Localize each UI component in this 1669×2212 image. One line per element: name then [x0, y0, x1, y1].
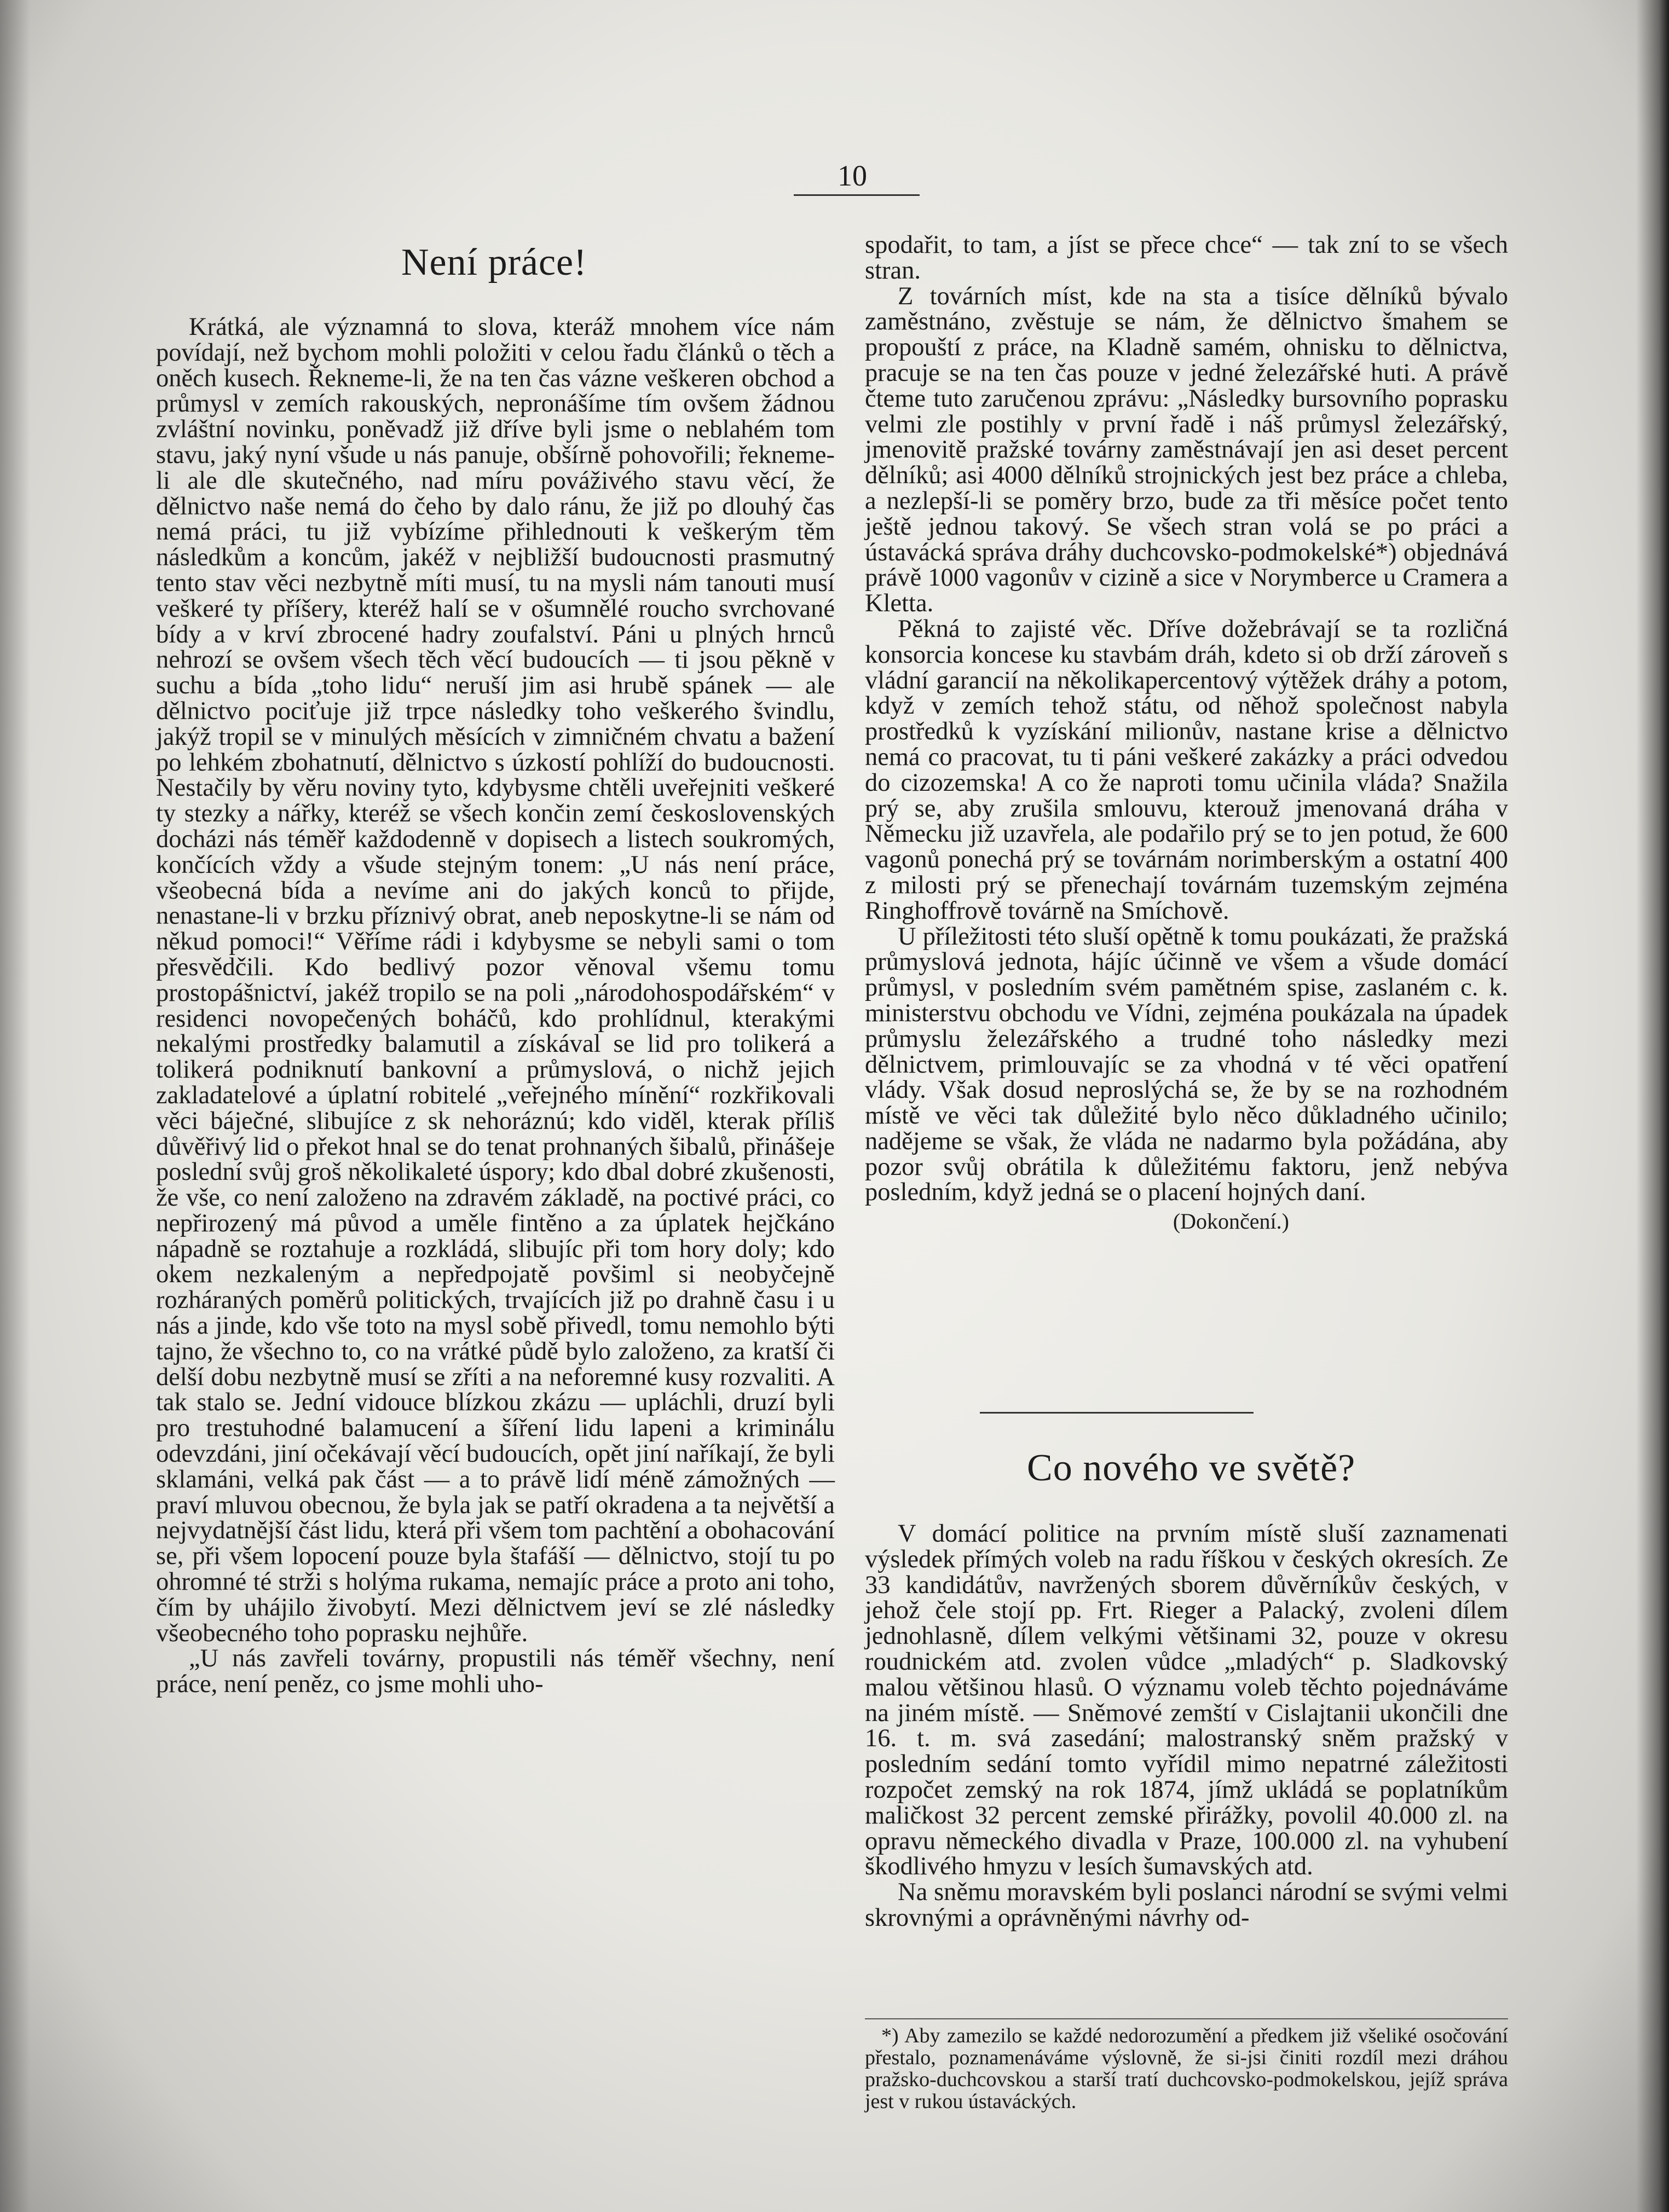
scan-shadow-left: [0, 0, 30, 2212]
section-divider: [980, 1412, 1254, 1414]
continuation-note: (Dokončení.): [1173, 1209, 1289, 1234]
footnote-rule: [865, 2018, 1508, 2019]
article-heading-right: Co nového ve světě?: [1027, 1447, 1356, 1489]
news-paragraph: Na sněmu moravském byli poslanci národní se svými velmi skrovnými a oprávněnými návrhy od-: [865, 1878, 1508, 1932]
left-paragraph: „U nás zavřeli továrny, propustili nás téměř všechny, není práce, není peněz, co jsme mohli uho-: [156, 1644, 835, 1699]
page-number: 10: [838, 159, 867, 192]
article-heading-left: Není práce!: [401, 241, 587, 283]
right-column: [865, 233, 1508, 1235]
right-paragraph: U příležitosti této sluší opětně k tomu poukázati, že pražská průmyslová jednota, hájíc účinně ve všem a všude domácí průmysl, v posledním svém pamětném spise, zaslaném c. k. ministerstvu obchodu ve Vídni, zejména poukázala na úpadek průmyslu železářského a trudné toho následky mezi dělnictvem, primlouvajíc se za vhodná v té věci opatření vlády. Však dosud neproslýchá se, že by se na rozhodném místě ve věci tak důležité bylo něco důkladného učinilo; nadějeme se však, že vláda ne nadarmo byla požádána, aby pozor svůj obrátila k důležitému faktoru, jenž nebýva posledním, když jedná se o placení hojných daní.: [865, 922, 1508, 1207]
right-paragraph: Z továrních míst, kde na sta a tisíce dělníků bývalo zaměstnáno, zvěstuje se nám, že dělnictvo šmahem se propouští z práce, na Kladně samém, ohnisku to dělnictva, pracuje se na ten čas pouze v jedné železářské huti. A právě čteme tuto zaručenou zprávu: „Následky bursovního poprasku velmi zle postihly v první řadě i náš průmysl železářský, jmenovitě pražské továrny zaměstnávají jen asi deset percent dělníků; asi 4000 dělníků strojnických jest bez práce a chleba, a nezlepší-li se poměry brzo, bude za tři měsíce počet tento ještě jednou takový. Se všech stran volá se po práci a ústavácká správa dráhy duchcovsko-podmokelské*) objednává právě 1000 vagonův v cizině a sice v Norymberce u Cramera a Kletta.: [865, 282, 1508, 618]
news-paragraph: V domácí politice na prvním místě sluší zaznamenati výsledek přímých voleb na radu říškou v českých okresích. Ze 33 kandidátův, navržených sborem důvěrníkův českých, v jehož čele stojí pp. Frt. Rieger a Palacký, zvoleni dílem jednohlasně, dílem velkými většinami 32, pouze v okresu roudnickém atd. zvolen vůdce „mladých“ p. Sladkovský malou většinou hlasů. O významu voleb těchto pojednáváme na jiném místě. — Sněmové zemští v Cislajtanii ukončili dne 16. t. m. svá zasedání; malostranský sněm pražský v posledním sedání tomto vyřídil mimo nepatrné záležitosti rozpočet zemský na rok 1874, jímž ukládá se poplatníkům maličkost 32 percent zemské přirážky, povolil 40.000 zl. na opravu německého divadla v Praze, 100.000 zl. na vyhubení škodlivého hmyzu v lesích šumavských atd.: [865, 1520, 1508, 1881]
right-column-news: [865, 1521, 1508, 1931]
left-column: [156, 315, 835, 1698]
right-paragraph: Pěkná to zajisté věc. Dříve dožebrávají se ta rozličná konsorcia koncese ku stavbám dráh, kdeto si ob drží zároveň s vládní garancií na několikapercentový výtěžek dráhy a potom, když v zemích tehož státu, od něhož společnost nabyla prostředků k vyzískání milionův, nastane krise a dělnictvo nemá co pracovat, tu ti páni veškeré zakázky a práci odvedou do cizozemska! A co že naproti tomu učinila vláda? Snažila prý se, aby zrušila smlouvu, kterouž jmenovaná dráha v Německu již uzavřela, ale podařilo prý se to jen potud, že 600 vagonů ponechá prý se továrnám norimberským a ostatní 400 z milosti prý se přenechají továrnám tuzemským zejména Ringhoffrově továrně na Smíchově.: [865, 615, 1508, 925]
right-paragraph: spodařit, to tam, a jíst se přece chce“ — tak zní to se všech stran.: [865, 231, 1508, 285]
footnote-text: *) Aby zamezilo se každé nedorozumění a předkem již všeliké osočování přestalo, poznamenáváme výslovně, že si-jsi činiti rozdíl mezi dráhou pražsko-duchcovskou a starší tratí duchcovsko-podmokelskou, jejíž správa jest v rukou ústaváckých.: [865, 2024, 1508, 2113]
scan-shadow-right: [1636, 0, 1669, 2212]
footnote: [865, 2025, 1508, 2112]
page-number-rule: [794, 194, 920, 196]
left-paragraph: Krátká, ale významná to slova, kteráž mnohem více nám povídají, než bychom mohli položiti v celou řadu článků o těch a oněch kusech. Řekneme-li, že na ten čas vázne veškeren obchod a průmysl v zemích rakouských, nepronášíme tím ovšem žádnou zvláštní novinku, poněvadž již dříve byli jsme o neblahém tom stavu, jaký nyní všude u nás panuje, obšírně pohovořili; řekneme-li ale dle skutečného, nad míru pováživého stavu věcí, že dělnictvo naše nemá do čeho by dalo ránu, že již po dlouhý čas nemá práci, tu již vybízíme přihlednouti k veškerým těm následkům a koncům, jakéž v nejbližší budoucnosti prasmutný tento stav věci nezbytně míti musí, tu na mysli nám tanouti musí veškeré ty příšery, kteréž halí se v ošumnělé roucho svrchované bídy a v krví zbrocené hadry zoufalství. Páni u plných hrnců nehrozí se ovšem všech těch věcí budoucích — ti jsou pěkně v suchu a bída „toho lidu“ neruší jim asi hrubě spánek — ale dělnictvo pociťuje již trpce následky toho veškerého švindlu, jakýž tropil se v minulých měsících v zimničném chvatu a bažení po lehkém zbohatnutí, dělnictvo s úzkostí pohlíží do budoucnosti. Nestačily by věru noviny tyto, kdybysme chtěli uveřejniti veškeré ty stezky a nářky, kteréž se všech končin zemí československých docházi nás téměř každodenně v dopisech a listech soukromých, končících vždy a všude stejným tonem: „U nás není práce, všeobecná bída a nevíme ani do jakých konců to přijde, nenastane-li v brzku příznivý obrat, aneb neposkytne-li se nám od někud pomoci!“ Věříme rádi i kdybysme se nebyli sami o tom přesvědčili. Kdo bedlivý pozor věnoval všemu tomu prostopášnictví, jakéž tropilo se na poli „národohospodářském“ v residenci novopečených boháčů, kdo prohlídnul, kterakými nekalými prostředky balamutil a získával se lid pro tolikerá a tolikerá podniknutí bankovní a průmyslová, o nichž jejich zakladatelové a úplatní robitelé „veřejného mínění“ rozkřikovali věci báječné, slibujíce z sk nehoráznú; kdo viděl, kterak příliš důvěřivý lid o překot hnal se do tenat prohnaných šibalů, přinášeje poslední svůj groš několikaleté úspory; kdo dbal dobré zkušenosti, že vše, co není založeno na zdravém základě, na poctivé práci, co nepřirozený má původ a uměle fintěno a za úplatek hejčkáno nápadně se roztahuje a rozkládá, slibujíc při tom hory doly; kdo okem nezkaleným a nepředpojatě povšiml si neobyčejně rozháraných poměrů politických, trvajících již po drahně času i u nás a jinde, kdo vše toto na mysl sobě přivedl, tomu nemohlo býti tajno, že všechno to, co na vrátké půdě bylo založeno, za kratší či delší dobu nezbytně musí se zříti a na neforemné kusy rozvaliti. A tak stalo se. Jední vidouce blízkou zkázu — upláchli, druzí byli pro trestuhodné balamucení a šíření lidu lapeni a kriminálu odevzdáni, jiní očekávají věcí budoucích, opět jiní naříkají, že byli sklamáni, velká pak část — a to právě lidí méně zámožných — praví mluvou obecnou, že byla jak se patří okradena a ta největší a nejvydatnější část lidu, která při všem tom pachtění a obohacování se, při všem lopocení pouze byla štafáší — dělnictvo, stojí tu po ohromné té strži s holýma rukama, nemajíc práce a proto ani toho, čím by uhájilo živobytí. Mezi dělnictvem jeví se zlé následky všeobecného toho poprasku nejhůře.: [156, 313, 835, 1647]
